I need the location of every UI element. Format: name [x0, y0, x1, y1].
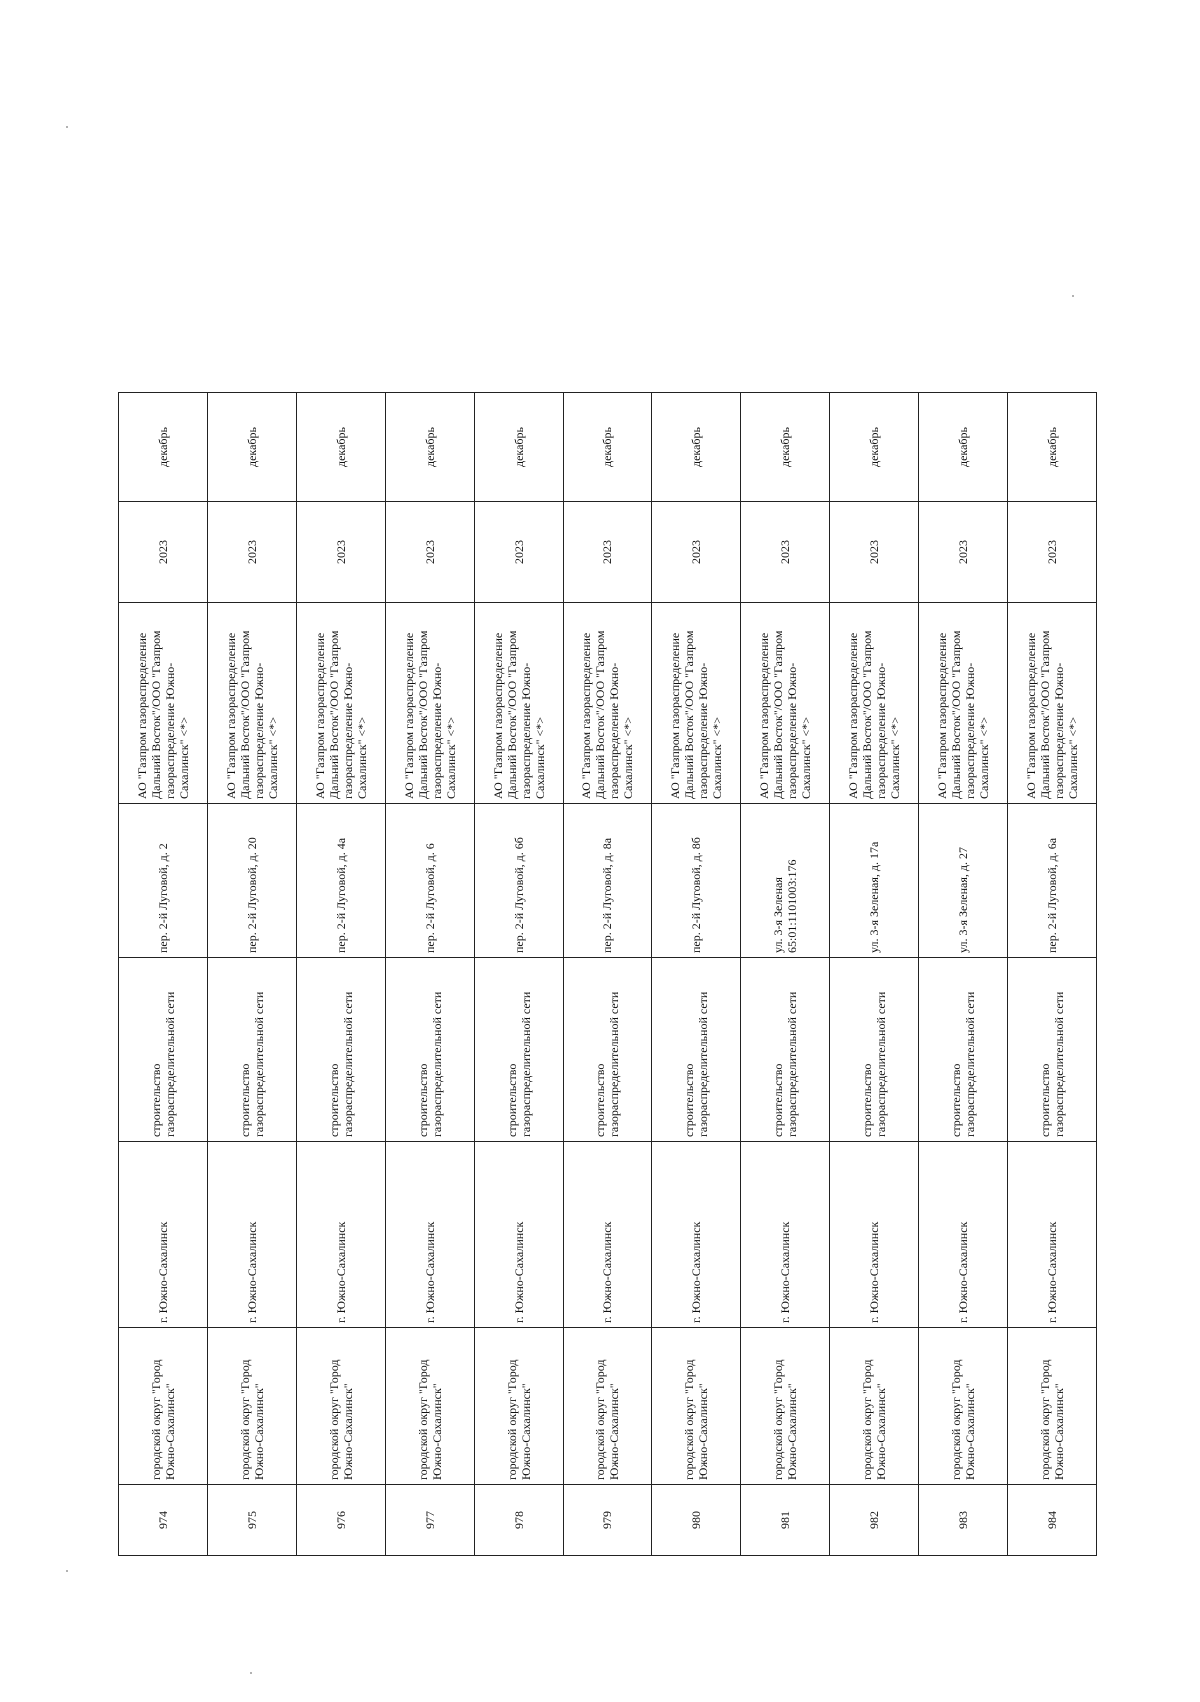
organization-cell [119, 603, 208, 804]
organization-cell [741, 603, 830, 804]
work-type-cell [919, 958, 1008, 1142]
district-cell [474, 1328, 563, 1485]
year-cell [474, 502, 563, 603]
month-value: декабрь [867, 427, 882, 467]
organization-name: АО "Газпром газораспределение Дальний Восток"/ООО "Газпром газораспределение Южно-Сахалинск" <*> [579, 630, 636, 799]
district-name: городской округ "Город Южно-Сахалинск" [237, 1359, 266, 1480]
row-number: 977 [422, 1511, 437, 1529]
row-number-cell [563, 1485, 652, 1556]
district-cell [119, 1328, 208, 1485]
row-number: 980 [689, 1511, 704, 1529]
table-row [830, 393, 919, 1556]
organization-cell [652, 603, 741, 804]
address-cell [741, 804, 830, 958]
address: пер. 2-й Луговой, д. 8а [600, 837, 615, 953]
row-number-cell [1008, 1485, 1097, 1556]
address-cell [652, 804, 741, 958]
month-value: декабрь [333, 427, 348, 467]
row-number-cell [741, 1485, 830, 1556]
row-number: 981 [778, 1511, 793, 1529]
city-cell [474, 1142, 563, 1328]
scan-speck [1072, 295, 1074, 297]
year-value: 2023 [956, 540, 971, 564]
city-cell [385, 1142, 474, 1328]
district-name: городской округ "Город Южно-Сахалинск" [504, 1359, 533, 1480]
work-type: строительство газораспределительной сети [860, 991, 889, 1137]
city-cell [207, 1142, 296, 1328]
city-name: г. Южно-Сахалинск [956, 1221, 971, 1323]
city-name: г. Южно-Сахалинск [778, 1221, 793, 1323]
month-value: декабрь [155, 427, 170, 467]
year-value: 2023 [244, 540, 259, 564]
district-cell [1008, 1328, 1097, 1485]
table-row [1008, 393, 1097, 1556]
organization-name: АО "Газпром газораспределение Дальний Восток"/ООО "Газпром газораспределение Южно-Сахалинск" <*> [668, 630, 725, 799]
address-cell [385, 804, 474, 958]
year-cell [1008, 502, 1097, 603]
organization-name: АО "Газпром газораспределение Дальний Восток"/ООО "Газпром газораспределение Южно-Сахалинск" <*> [401, 630, 458, 799]
year-value: 2023 [333, 540, 348, 564]
district-name: городской округ "Город Южно-Сахалинск" [771, 1359, 800, 1480]
row-number: 982 [867, 1511, 882, 1529]
address: пер. 2-й Луговой, д. 8б [689, 837, 704, 953]
table-row [296, 393, 385, 1556]
year-cell [207, 502, 296, 603]
row-number-cell [474, 1485, 563, 1556]
address: пер. 2-й Луговой, д. 4а [333, 837, 348, 953]
city-cell [1008, 1142, 1097, 1328]
organization-cell [474, 603, 563, 804]
organization-name: АО "Газпром газораспределение Дальний Восток"/ООО "Газпром газораспределение Южно-Сахалинск" <*> [312, 630, 369, 799]
organization-name: АО "Газпром газораспределение Дальний Восток"/ООО "Газпром газораспределение Южно-Сахалинск" <*> [1024, 630, 1081, 799]
work-type-cell [830, 958, 919, 1142]
year-value: 2023 [422, 540, 437, 564]
work-type: строительство газораспределительной сети [593, 991, 622, 1137]
city-cell [919, 1142, 1008, 1328]
district-cell [919, 1328, 1008, 1485]
address-cell [830, 804, 919, 958]
address-cell [474, 804, 563, 958]
year-cell [652, 502, 741, 603]
organization-cell [830, 603, 919, 804]
year-cell [830, 502, 919, 603]
district-name: городской округ "Город Южно-Сахалинск" [860, 1359, 889, 1480]
address: пер. 2-й Луговой, д. 2 [155, 843, 170, 953]
year-cell [919, 502, 1008, 603]
district-cell [652, 1328, 741, 1485]
year-value: 2023 [689, 540, 704, 564]
address: ул. 3-я Зеленая, д. 17а [867, 841, 882, 953]
organization-cell [207, 603, 296, 804]
month-cell [119, 393, 208, 502]
district-cell [563, 1328, 652, 1485]
month-cell [207, 393, 296, 502]
district-name: городской округ "Город Южно-Сахалинск" [415, 1359, 444, 1480]
rotated-table-container [118, 393, 1097, 1556]
work-type-cell [652, 958, 741, 1142]
row-number: 984 [1045, 1511, 1060, 1529]
scan-speck [66, 1570, 68, 1572]
month-cell [830, 393, 919, 502]
year-value: 2023 [867, 540, 882, 564]
table-row [119, 393, 208, 1556]
city-name: г. Южно-Сахалинск [867, 1221, 882, 1323]
work-type: строительство газораспределительной сети [771, 991, 800, 1137]
work-type: строительство газораспределительной сети [682, 991, 711, 1137]
table-row [741, 393, 830, 1556]
work-type-cell [563, 958, 652, 1142]
row-number-cell [296, 1485, 385, 1556]
year-value: 2023 [1045, 540, 1060, 564]
organization-name: АО "Газпром газораспределение Дальний Восток"/ООО "Газпром газораспределение Южно-Сахалинск" <*> [134, 630, 191, 799]
organization-name: АО "Газпром газораспределение Дальний Восток"/ООО "Газпром газораспределение Южно-Сахалинск" <*> [935, 630, 992, 799]
row-number-cell [207, 1485, 296, 1556]
district-name: городской округ "Город Южно-Сахалинск" [949, 1359, 978, 1480]
organization-name: АО "Газпром газораспределение Дальний Восток"/ООО "Газпром газораспределение Южно-Сахалинск" <*> [223, 630, 280, 799]
year-value: 2023 [778, 540, 793, 564]
row-number: 979 [600, 1511, 615, 1529]
city-name: г. Южно-Сахалинск [511, 1221, 526, 1323]
scan-speck [250, 1672, 252, 1674]
address: пер. 2-й Луговой, д. 6б [511, 837, 526, 953]
city-cell [296, 1142, 385, 1328]
year-value: 2023 [155, 540, 170, 564]
table-row [563, 393, 652, 1556]
year-cell [385, 502, 474, 603]
city-name: г. Южно-Сахалинск [600, 1221, 615, 1323]
month-value: декабрь [778, 427, 793, 467]
month-value: декабрь [422, 427, 437, 467]
year-cell [741, 502, 830, 603]
city-name: г. Южно-Сахалинск [1045, 1221, 1060, 1323]
organization-name: АО "Газпром газораспределение Дальний Восток"/ООО "Газпром газораспределение Южно-Сахалинск" <*> [846, 630, 903, 799]
row-number: 983 [956, 1511, 971, 1529]
city-cell [741, 1142, 830, 1328]
year-cell [296, 502, 385, 603]
work-type-cell [385, 958, 474, 1142]
row-number-cell [385, 1485, 474, 1556]
district-name: городской округ "Город Южно-Сахалинск" [593, 1359, 622, 1480]
month-cell [919, 393, 1008, 502]
district-name: городской округ "Город Южно-Сахалинск" [682, 1359, 711, 1480]
month-value: декабрь [600, 427, 615, 467]
district-cell [741, 1328, 830, 1485]
address-cell [563, 804, 652, 958]
city-cell [652, 1142, 741, 1328]
address: пер. 2-й Луговой, д. 6 [422, 843, 437, 953]
row-number: 975 [244, 1511, 259, 1529]
year-cell [119, 502, 208, 603]
work-type: строительство газораспределительной сети [504, 991, 533, 1137]
month-cell [474, 393, 563, 502]
scan-speck [66, 126, 68, 128]
address-cell [207, 804, 296, 958]
organization-cell [563, 603, 652, 804]
month-value: декабрь [244, 427, 259, 467]
work-type: строительство газораспределительной сети [1038, 991, 1067, 1137]
row-number-cell [919, 1485, 1008, 1556]
month-cell [563, 393, 652, 502]
address: ул. 3-я Зеленая, д. 27 [956, 846, 971, 953]
address: ул. 3-я Зеленая 65:01:1101003:176 [771, 859, 800, 953]
row-number: 976 [333, 1511, 348, 1529]
work-type-cell [207, 958, 296, 1142]
month-value: декабрь [956, 427, 971, 467]
city-cell [119, 1142, 208, 1328]
work-type-cell [296, 958, 385, 1142]
gas-network-construction-table [118, 392, 1097, 1556]
address-cell [1008, 804, 1097, 958]
organization-cell [1008, 603, 1097, 804]
table-row [652, 393, 741, 1556]
organization-cell [385, 603, 474, 804]
work-type: строительство газораспределительной сети [326, 991, 355, 1137]
row-number-cell [830, 1485, 919, 1556]
organization-name: АО "Газпром газораспределение Дальний Восток"/ООО "Газпром газораспределение Южно-Сахалинск" <*> [757, 630, 814, 799]
address: пер. 2-й Луговой, д. 20 [244, 837, 259, 953]
district-cell [296, 1328, 385, 1485]
year-value: 2023 [600, 540, 615, 564]
row-number: 978 [511, 1511, 526, 1529]
organization-cell [919, 603, 1008, 804]
month-cell [296, 393, 385, 502]
row-number-cell [119, 1485, 208, 1556]
month-cell [652, 393, 741, 502]
work-type-cell [474, 958, 563, 1142]
district-cell [385, 1328, 474, 1485]
row-number: 974 [155, 1511, 170, 1529]
work-type: строительство газораспределительной сети [148, 991, 177, 1137]
organization-name: АО "Газпром газораспределение Дальний Восток"/ООО "Газпром газораспределение Южно-Сахалинск" <*> [490, 630, 547, 799]
city-name: г. Южно-Сахалинск [155, 1221, 170, 1323]
district-name: городской округ "Город Южно-Сахалинск" [148, 1359, 177, 1480]
district-name: городской округ "Город Южно-Сахалинск" [326, 1359, 355, 1480]
organization-cell [296, 603, 385, 804]
address-cell [119, 804, 208, 958]
table-row [919, 393, 1008, 1556]
city-name: г. Южно-Сахалинск [333, 1221, 348, 1323]
year-value: 2023 [511, 540, 526, 564]
month-value: декабрь [511, 427, 526, 467]
table-row [385, 393, 474, 1556]
district-name: городской округ "Город Южно-Сахалинск" [1038, 1359, 1067, 1480]
city-name: г. Южно-Сахалинск [422, 1221, 437, 1323]
work-type: строительство газораспределительной сети [415, 991, 444, 1137]
address-cell [919, 804, 1008, 958]
table-row [207, 393, 296, 1556]
table-row [474, 393, 563, 1556]
address: пер. 2-й Луговой, д. 6а [1045, 837, 1060, 953]
city-name: г. Южно-Сахалинск [689, 1221, 704, 1323]
city-name: г. Южно-Сахалинск [244, 1221, 259, 1323]
row-number-cell [652, 1485, 741, 1556]
city-cell [563, 1142, 652, 1328]
district-cell [207, 1328, 296, 1485]
month-cell [385, 393, 474, 502]
month-value: декабрь [1045, 427, 1060, 467]
district-cell [830, 1328, 919, 1485]
work-type-cell [119, 958, 208, 1142]
year-cell [563, 502, 652, 603]
month-cell [1008, 393, 1097, 502]
work-type: строительство газораспределительной сети [237, 991, 266, 1137]
month-cell [741, 393, 830, 502]
month-value: декабрь [689, 427, 704, 467]
work-type: строительство газораспределительной сети [949, 991, 978, 1137]
address-cell [296, 804, 385, 958]
work-type-cell [1008, 958, 1097, 1142]
work-type-cell [741, 958, 830, 1142]
city-cell [830, 1142, 919, 1328]
